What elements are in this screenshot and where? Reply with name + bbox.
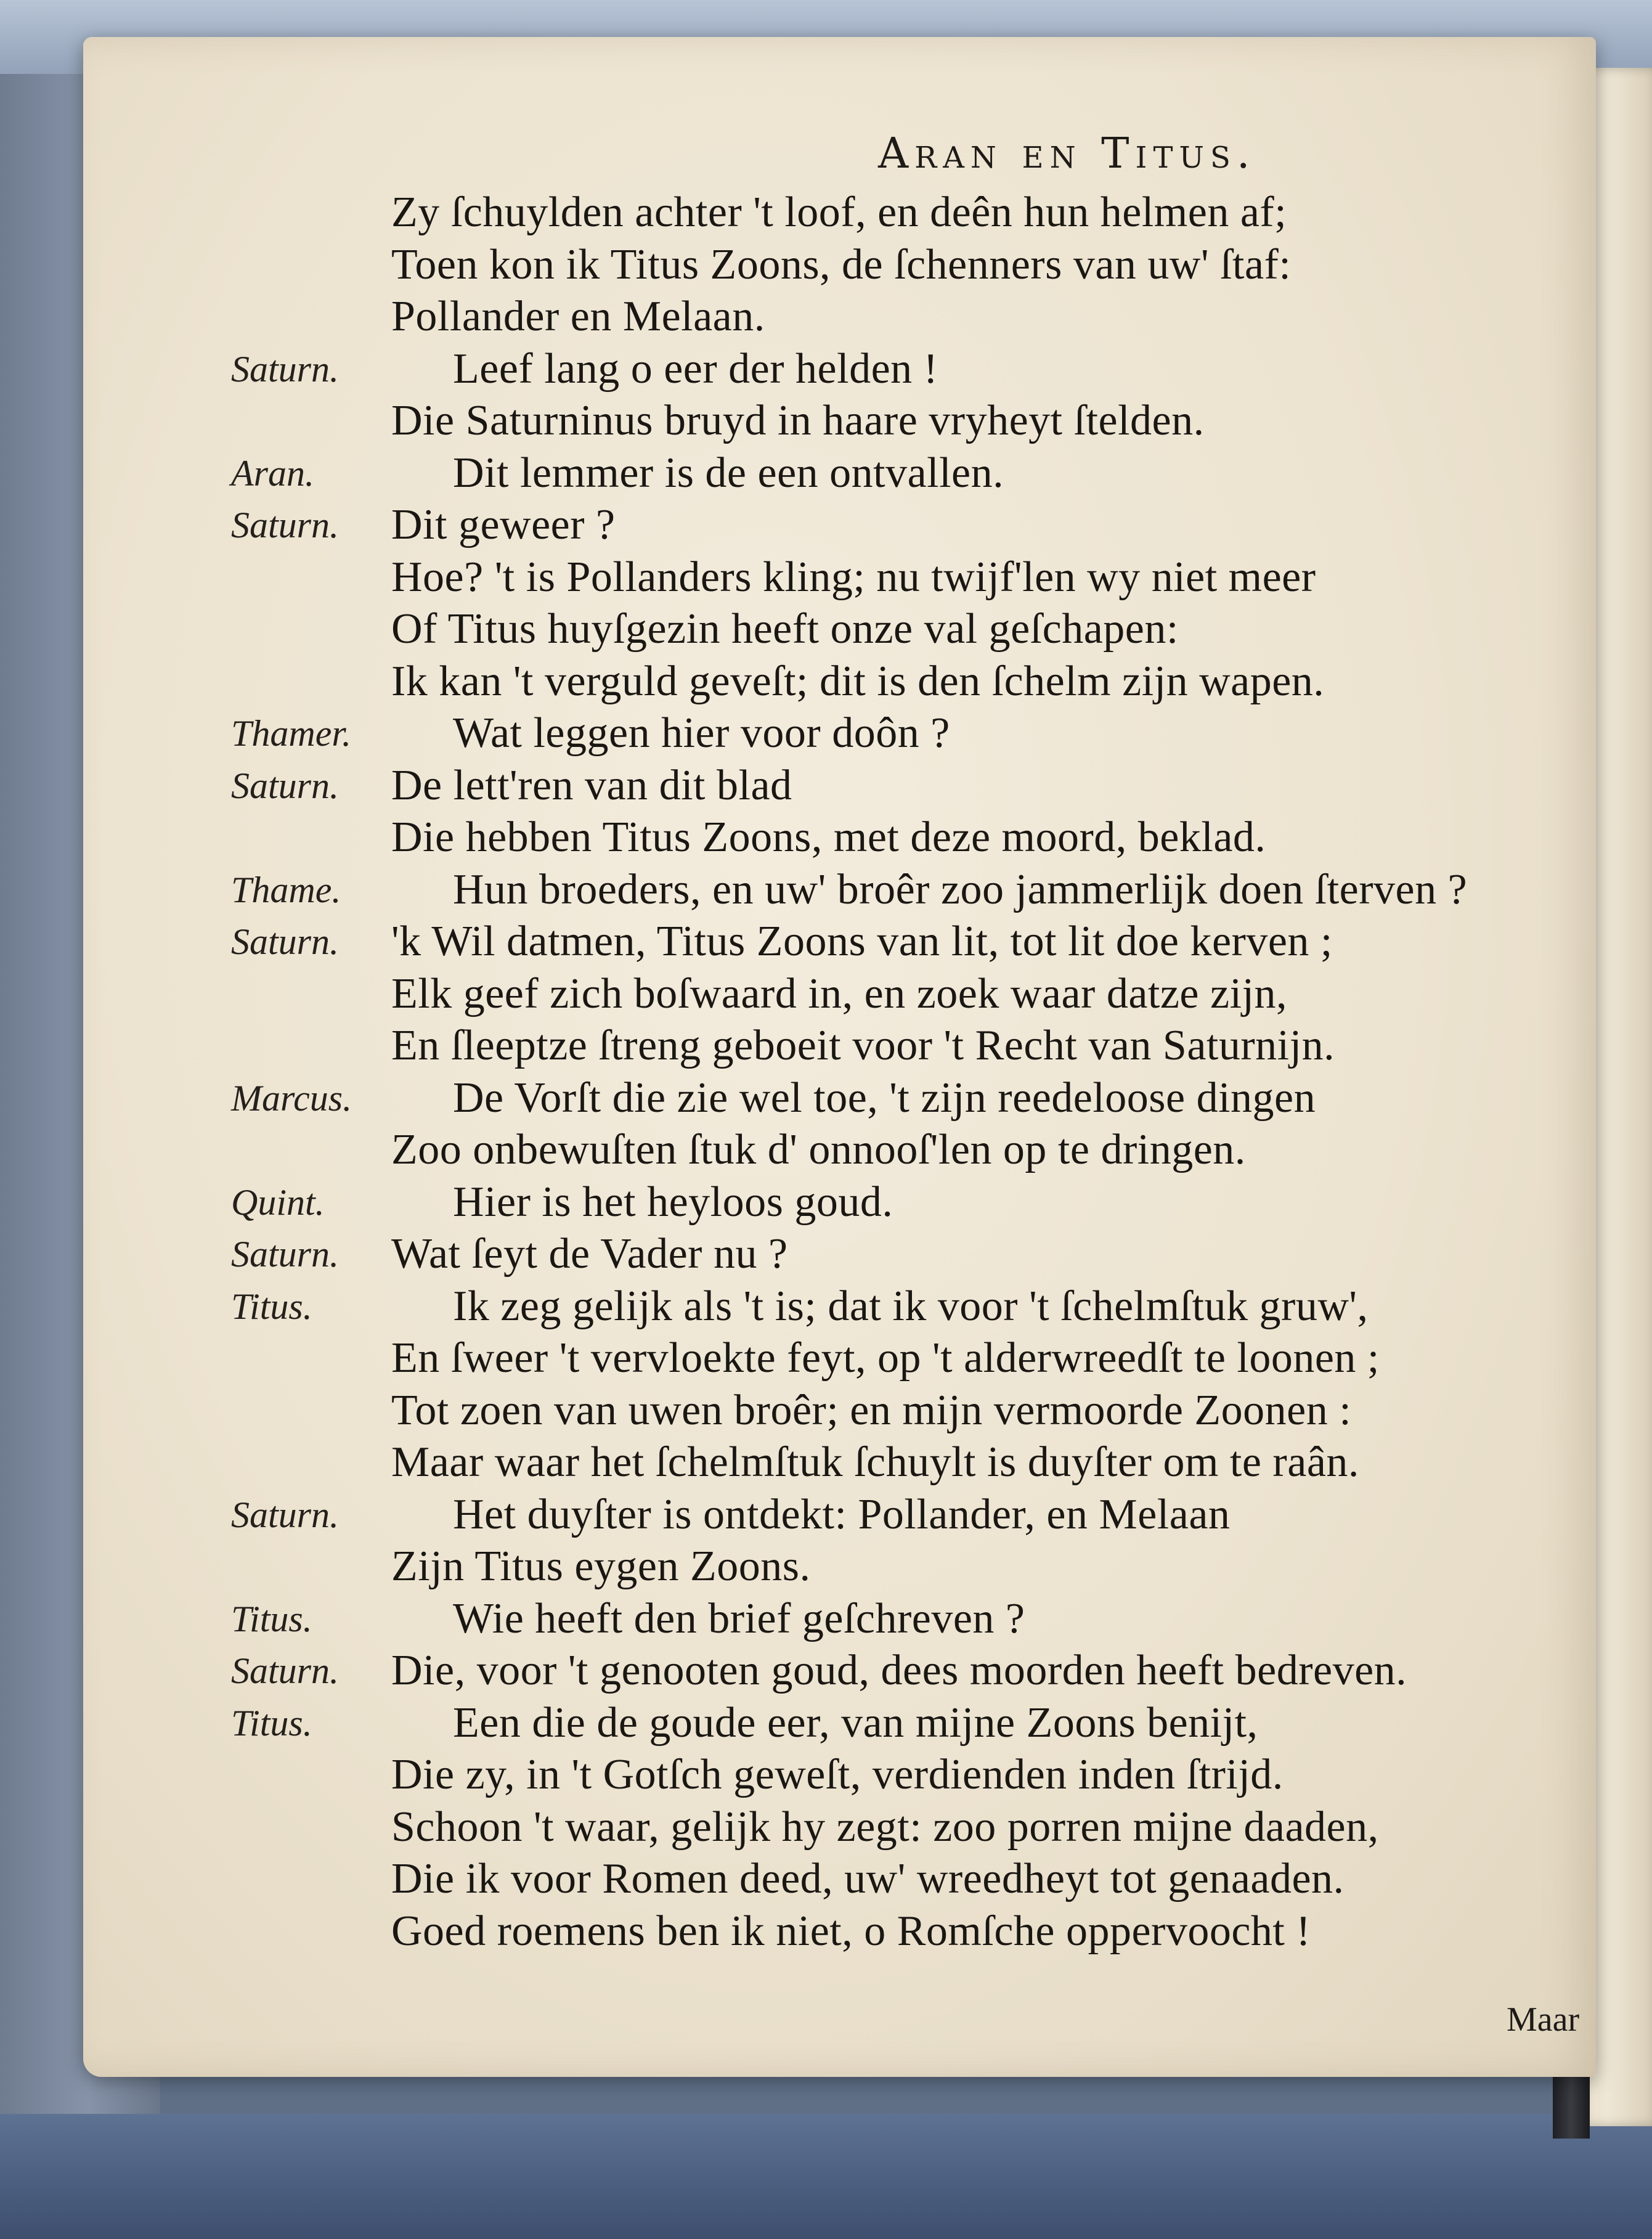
- verse-line: [83, 917, 1596, 966]
- verse-text: Wat leggen hier voor doôn ?: [453, 709, 950, 757]
- verse-text: Goed roemens ben ik niet, o Romſche oppervoocht !: [391, 1907, 1311, 1955]
- verse-text: Hoe? 't is Pollanders kling; nu twijf'len wy niet meer: [391, 553, 1316, 601]
- verse-line: [83, 396, 1596, 446]
- verse-line: [83, 709, 1596, 758]
- verse-line: [83, 1125, 1596, 1175]
- verse-text: Hier is het heyloos goud.: [453, 1178, 893, 1226]
- verse-line: [83, 345, 1596, 394]
- running-header: Aran en Titus.: [878, 129, 1256, 178]
- verse-line: [83, 553, 1596, 602]
- verse-line: [83, 969, 1596, 1019]
- verse-text: En ſweer 't vervloekte feyt, op 't alderwreedſt te loonen ;: [391, 1334, 1380, 1382]
- verse-text: Zijn Titus eygen Zoons.: [391, 1543, 811, 1590]
- background-fabric-bottom: [0, 2114, 1652, 2239]
- verse-line: [83, 657, 1596, 706]
- verse-line: [83, 188, 1596, 237]
- verse-text: Leef lang o eer der helden !: [453, 345, 938, 393]
- verse-text: En ſleeptze ſtreng geboeit voor 't Recht van Saturnijn.: [391, 1022, 1335, 1069]
- verse-line: [83, 1021, 1596, 1071]
- verse-text: Ik kan 't verguld geveſt; dit is den ſchelm zijn wapen.: [391, 657, 1325, 705]
- verse-line: [83, 1334, 1596, 1383]
- verse-text: Die hebben Titus Zoons, met deze moord, beklad.: [391, 814, 1266, 861]
- verse-text: Zy ſchuylden achter 't loof, en deên hun helmen af;: [391, 189, 1287, 236]
- speaker-label: Thame.: [231, 869, 341, 910]
- verse-text: De Vorſt die zie wel toe, 't zijn reedeloose dingen: [453, 1074, 1316, 1122]
- verse-text: Toen kon ik Titus Zoons, de ſchenners van uw' ſtaf:: [391, 240, 1292, 288]
- verse-text: Of Titus huyſgezin heeft onze val geſchapen:: [391, 605, 1179, 653]
- speaker-label: Quint.: [231, 1181, 325, 1223]
- verse-line: [83, 865, 1596, 915]
- speaker-label: Titus.: [231, 1286, 312, 1327]
- verse-line: [83, 1750, 1596, 1800]
- book-page: [83, 37, 1596, 2077]
- verse-line: [83, 240, 1596, 290]
- speaker-label: Saturn.: [231, 1234, 340, 1274]
- catchword: Maar: [1507, 2000, 1580, 2039]
- speaker-label: Saturn.: [231, 1650, 340, 1691]
- verse-text: Schoon 't waar, gelijk hy zegt: zoo porren mijne daaden,: [391, 1803, 1379, 1851]
- verse-line: [83, 1386, 1596, 1435]
- verse-line: [83, 1907, 1596, 1956]
- verse-text: 'k Wil datmen, Titus Zoons van lit, tot lit doe kerven ;: [391, 918, 1333, 965]
- speaker-label: Saturn.: [231, 765, 340, 806]
- verse-text: Wat ſeyt de Vader nu ?: [391, 1230, 788, 1278]
- verse-text: Het duyſter is ontdekt: Pollander, en Melaan: [453, 1490, 1231, 1538]
- verse-line: [83, 1854, 1596, 1904]
- verse-line: [83, 1282, 1596, 1331]
- verse-line: [83, 1074, 1596, 1123]
- verse-line: [83, 1230, 1596, 1279]
- verse-line: [83, 1594, 1596, 1644]
- verse-text: Zoo onbewuſten ſtuk d' onnooſ'len op te dringen.: [391, 1126, 1246, 1173]
- verse-text: Die ik voor Romen deed, uw' wreedheyt tot genaaden.: [391, 1855, 1345, 1903]
- speaker-label: Saturn.: [231, 348, 340, 389]
- verse-text: Dit lemmer is de een ontvallen.: [453, 449, 1004, 497]
- verse-line: [83, 605, 1596, 654]
- verse-line: [83, 1646, 1596, 1695]
- verse-text: Hun broeders, en uw' broêr zoo jammerlijk doen ſterven ?: [453, 865, 1468, 913]
- verse-text: Die Saturninus bruyd in haare vryheyt ſtelden.: [391, 397, 1205, 444]
- verse-text: Ik zeg gelijk als 't is; dat ik voor 't ſchelmſtuk gruw',: [453, 1282, 1369, 1330]
- speaker-label: Aran.: [231, 452, 314, 494]
- verse-text: Maar waar het ſchelmſtuk ſchuylt is duyſter om te raân.: [391, 1438, 1359, 1486]
- speaker-label: Titus.: [231, 1702, 312, 1743]
- verse-line: [83, 292, 1596, 341]
- verse-text: Elk geef zich boſwaard in, en zoek waar datze zijn,: [391, 969, 1287, 1018]
- verse-line: [83, 1542, 1596, 1591]
- verse-text: Die zy, in 't Gotſch geweſt, verdienden inden ſtrijd.: [391, 1751, 1284, 1798]
- verse-line: [83, 1803, 1596, 1852]
- verse-line: [83, 761, 1596, 810]
- speaker-label: Saturn.: [231, 921, 340, 962]
- verse-line: [83, 449, 1596, 498]
- verse-text: Die, voor 't genooten goud, dees moorden heeft bedreven.: [391, 1647, 1407, 1694]
- speaker-label: Thamer.: [231, 713, 352, 754]
- verse-text: Tot zoen van uwen broêr; en mijn vermoorde Zoonen :: [391, 1386, 1352, 1434]
- speaker-label: Titus.: [231, 1598, 312, 1639]
- speaker-label: Saturn.: [231, 1494, 340, 1535]
- verse-text: Wie heeft den brief geſchreven ?: [453, 1594, 1025, 1642]
- verse-line: [83, 1699, 1596, 1748]
- verse-line: [83, 1438, 1596, 1487]
- verse-text: De lett'ren van dit blad: [391, 761, 792, 809]
- verse-text: Dit geweer ?: [391, 501, 616, 549]
- verse-text: Pollander en Melaan.: [391, 293, 765, 340]
- verse-line: [83, 1490, 1596, 1540]
- speaker-label: Saturn.: [231, 505, 340, 545]
- verse-text: Een die de goude eer, van mijne Zoons benijt,: [453, 1699, 1258, 1747]
- verse-line: [83, 1178, 1596, 1227]
- verse-line: [83, 500, 1596, 550]
- speaker-label: Marcus.: [231, 1077, 352, 1119]
- verse-line: [83, 813, 1596, 862]
